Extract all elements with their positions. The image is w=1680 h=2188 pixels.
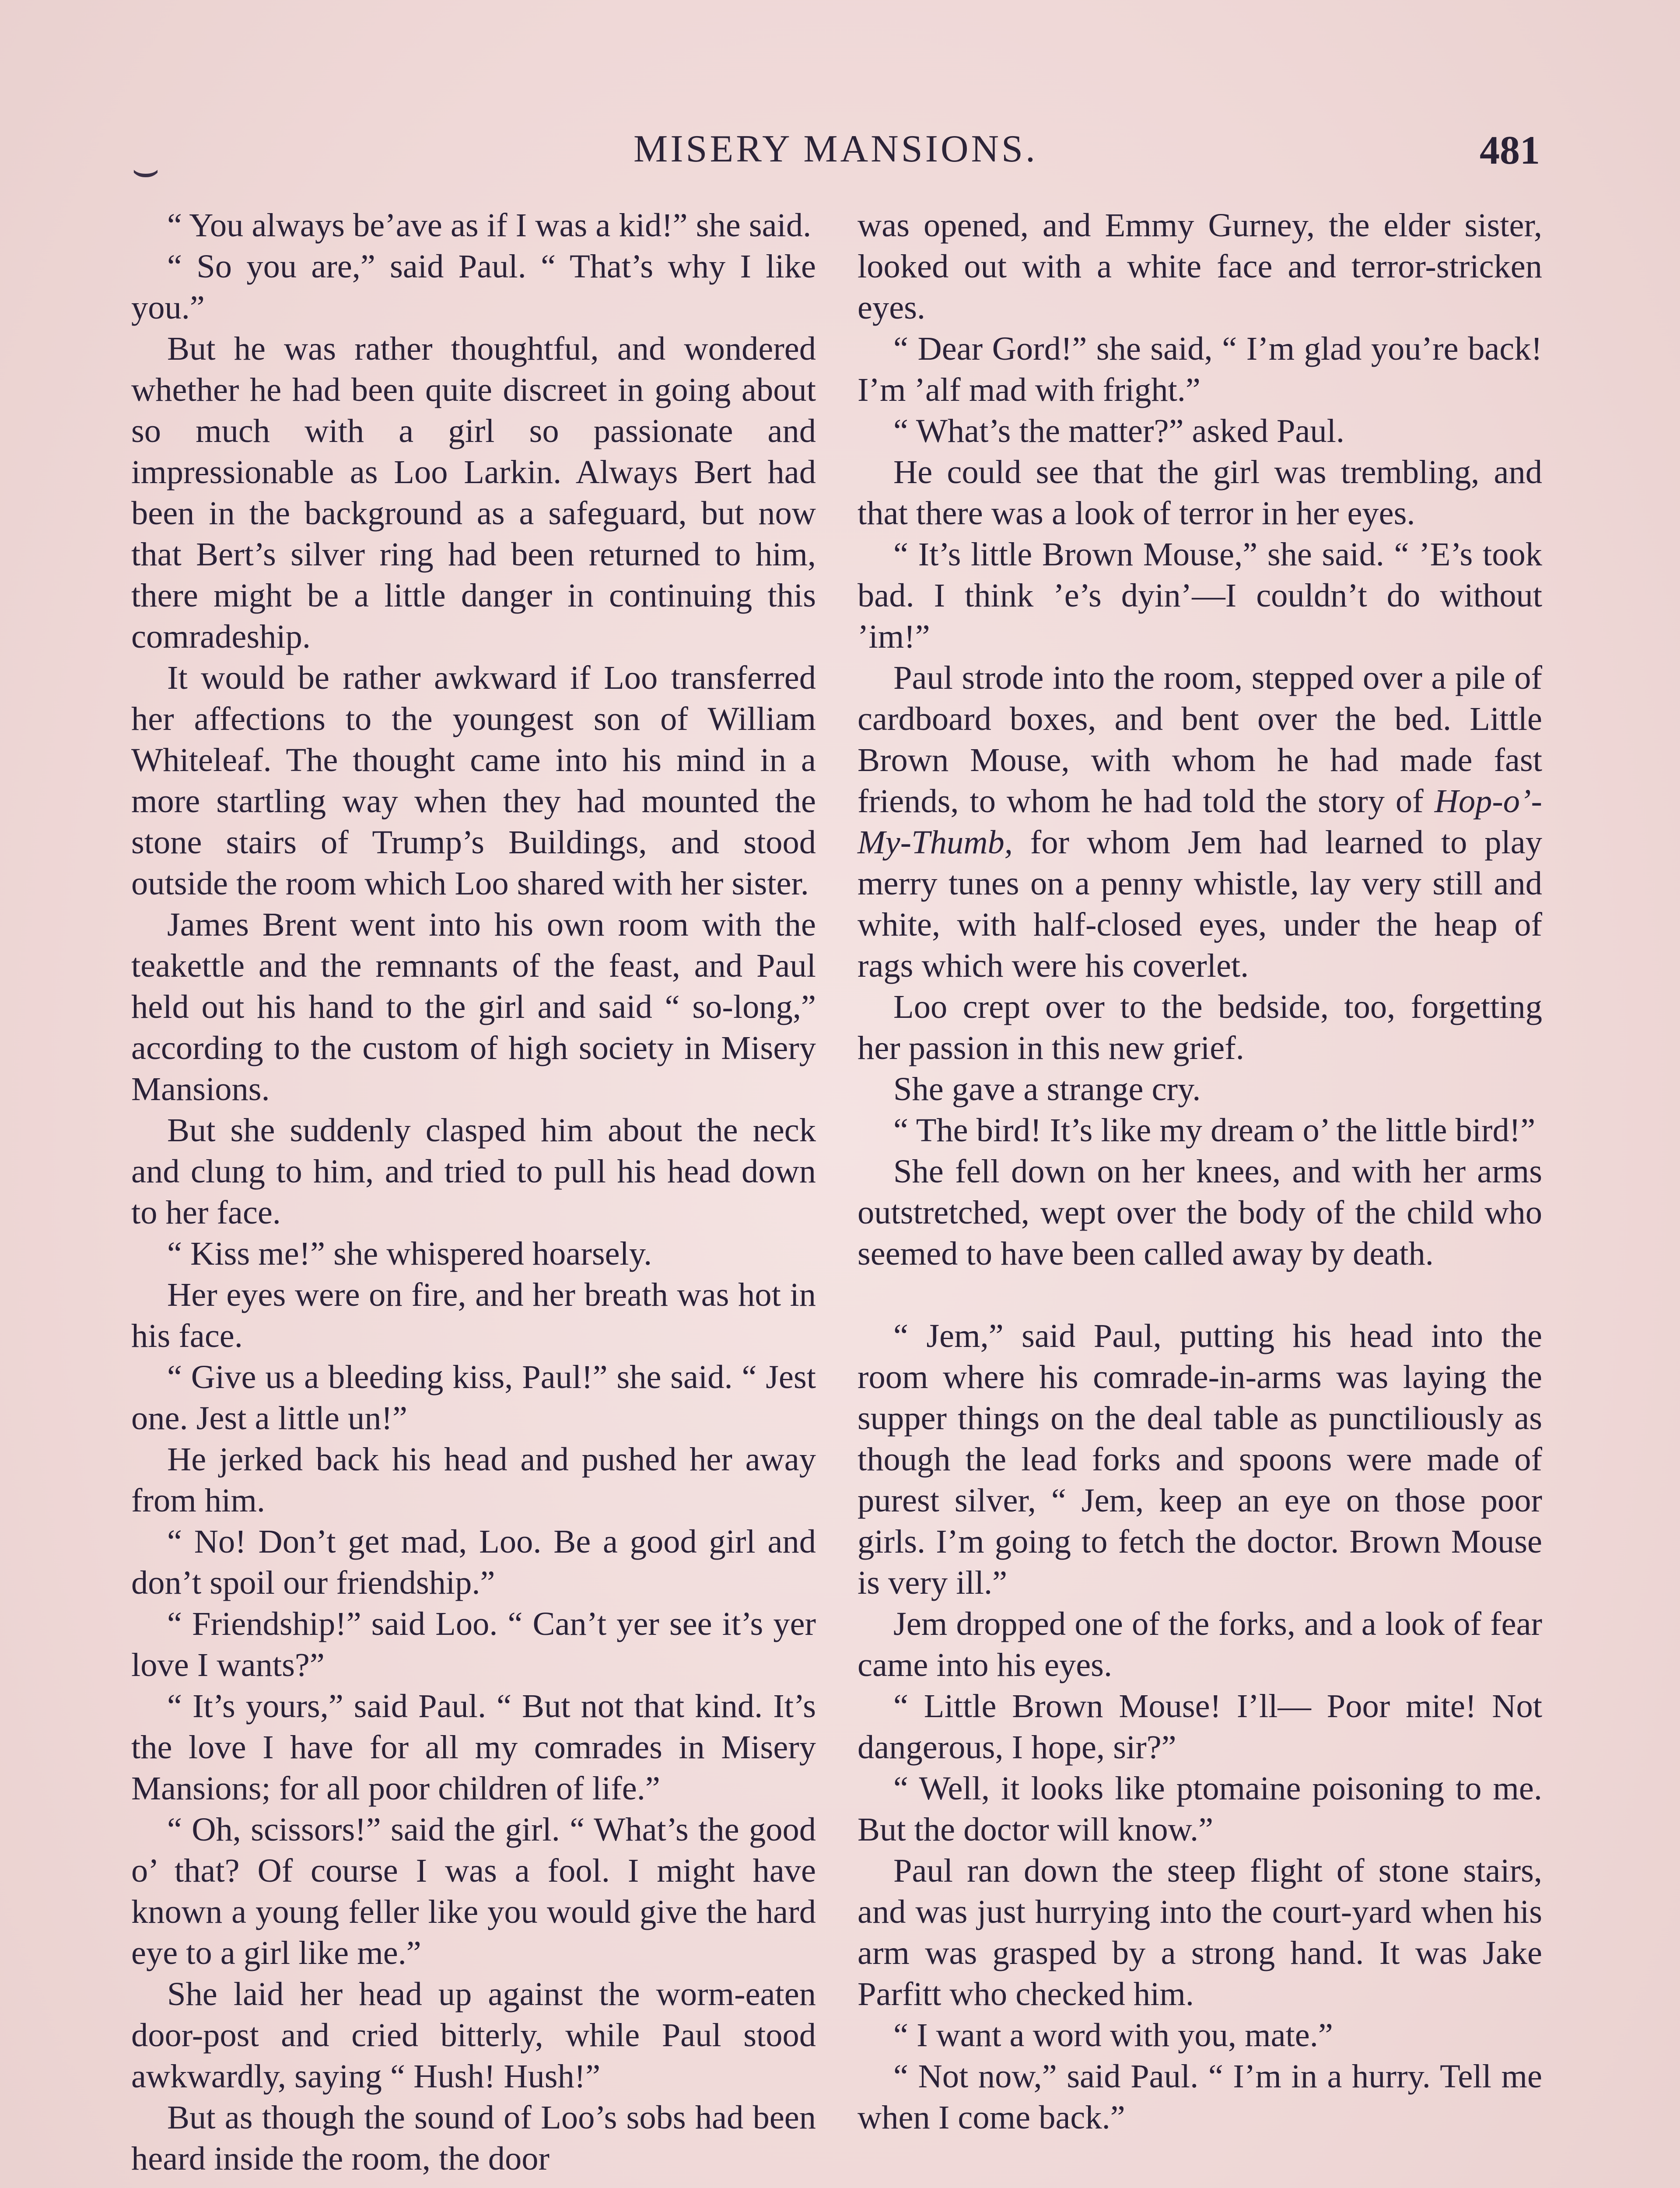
paragraph: “ So you are,” said Paul. “ That’s why I like you.” bbox=[131, 248, 816, 326]
paragraph: “ Kiss me!” she whispered hoarsely. bbox=[167, 1235, 652, 1272]
paragraph: “ It’s yours,” said Paul. “ But not that kind. It’s the love I have for all my comrades in Misery Mansions; for all poor children of life.” bbox=[131, 1687, 816, 1807]
paragraph: But she suddenly clasped him about the neck and clung to him, and tried to pull his head down to her face. bbox=[131, 1112, 816, 1231]
page-number: 481 bbox=[1480, 128, 1540, 172]
left-column bbox=[131, 205, 816, 2179]
paragraph: He could see that the girl was trembling, and that there was a look of terror in her eyes. bbox=[858, 453, 1542, 532]
paragraph: But he was rather thoughtful, and wondered whether he had been quite discreet in going about so much with a girl so passionate and impressionable as Loo Larkin. Always Bert had been in the background as a safeguard, but now that Bert’s silver ring had been returned to him, there might be a little danger in continuing this comradeship. bbox=[131, 330, 816, 655]
corner-mark: ⌣ bbox=[131, 145, 160, 194]
paragraph: was opened, and Emmy Gurney, the elder sister, looked out with a white face and terror-stricken eyes. bbox=[858, 207, 1542, 326]
paragraph: “ Oh, scissors!” said the girl. “ What’s the good o’ that? Of course I was a fool. I might have known a young feller like you would give the hard eye to a girl like me.” bbox=[131, 1811, 816, 1971]
paragraph: It would be rather awkward if Loo transferred her affections to the youngest son of William Whiteleaf. The thought came into his mind in a more startling way when they had mounted the stone stairs of Trump’s Buildings, and stood outside the room which Loo shared with her sister. bbox=[131, 659, 816, 902]
paragraph: She fell down on her knees, and with her arms outstretched, wept over the body of the child who seemed to have been called away by death. bbox=[858, 1153, 1542, 1272]
paragraph: “ The bird! It’s like my dream o’ the little bird!” bbox=[893, 1112, 1536, 1149]
paragraph: Loo crept over to the bedside, too, forgetting her passion in this new grief. bbox=[858, 988, 1542, 1066]
paragraph: “ Well, it looks like ptomaine poisoning to me. But the doctor will know.” bbox=[858, 1770, 1542, 1848]
paragraph: “ I want a word with you, mate.” bbox=[893, 2016, 1333, 2054]
paragraph: “ It’s little Brown Mouse,” she said. “ ’E’s took bad. I think ’e’s dyin’—I couldn’t do without ’im!” bbox=[858, 536, 1542, 655]
story-title: Hop-o’-My-Thumb, bbox=[858, 782, 1542, 861]
paragraph: James Brent went into his own room with the teakettle and the remnants of the feast, and Paul held out his hand to the girl and said “ so-long,” according to the custom of high society in Misery Mansions. bbox=[131, 906, 816, 1108]
paragraph: “ What’s the matter?” asked Paul. bbox=[893, 412, 1344, 449]
paragraph: But as though the sound of Loo’s sobs had been heard inside the room, the door bbox=[131, 2099, 816, 2177]
paragraph: “ Not now,” said Paul. “ I’m in a hurry. Tell me when I come back.” bbox=[858, 2058, 1542, 2136]
right-column bbox=[858, 205, 1542, 2138]
paragraph: Jem dropped one of the forks, and a look of fear came into his eyes. bbox=[858, 1605, 1542, 1683]
paragraph: “ Friendship!” said Loo. “ Can’t yer see it’s yer love I wants?” bbox=[131, 1605, 816, 1683]
paragraph: “ Jem,” said Paul, putting his head into the room where his comrade-in-arms was laying the supper things on the deal table as punctiliously as though the lead forks and spoons were made of purest silver, “ Jem, keep an eye on those poor girls. I’m going to fetch the doctor. Brown Mouse is very ill.” bbox=[858, 1317, 1542, 1601]
paragraph: She laid her head up against the worm-eaten door-post and cried bitterly, while Paul stood awkwardly, saying “ Hush! Hush!” bbox=[131, 1975, 816, 2095]
running-head bbox=[131, 127, 1540, 194]
paragraph-end: for whom Jem had learned to play merry tunes on a penny whistle, lay very still and white, with half-closed eyes, under the heap of rags which were his coverlet. bbox=[858, 824, 1542, 984]
paragraph: “ Give us a bleeding kiss, Paul!” she said. “ Jest one. Jest a little un!” bbox=[131, 1358, 816, 1437]
paragraph: “ No! Don’t get mad, Loo. Be a good girl and don’t spoil our friendship.” bbox=[131, 1523, 816, 1601]
paragraph-with-story-title bbox=[858, 657, 1542, 986]
paragraph: He jerked back his head and pushed her away from him. bbox=[131, 1441, 816, 1519]
paragraph-start: Paul strode into the room, stepped over a pile of cardboard boxes, and bent over the bed. Little Brown Mouse, with whom he had made fast friends, to whom he had told the story of bbox=[858, 659, 1542, 820]
paragraph: Her eyes were on fire, and her breath was hot in his face. bbox=[131, 1276, 816, 1354]
paragraph: Paul ran down the steep flight of stone stairs, and was just hurrying into the court-yard when his arm was grasped by a strong hand. It was Jake Parfitt who checked him. bbox=[858, 1852, 1542, 2013]
running-title: MISERY MANSIONS. bbox=[633, 128, 1038, 170]
paragraph: “ You always be’ave as if I was a kid!” she said. bbox=[167, 207, 812, 244]
paragraph: She gave a strange cry. bbox=[893, 1070, 1201, 1108]
paragraph: “ Little Brown Mouse! I’ll— Poor mite! Not dangerous, I hope, sir?” bbox=[858, 1687, 1542, 1766]
paragraph: “ Dear Gord!” she said, “ I’m glad you’re back! I’m ’alf mad with fright.” bbox=[858, 330, 1542, 408]
